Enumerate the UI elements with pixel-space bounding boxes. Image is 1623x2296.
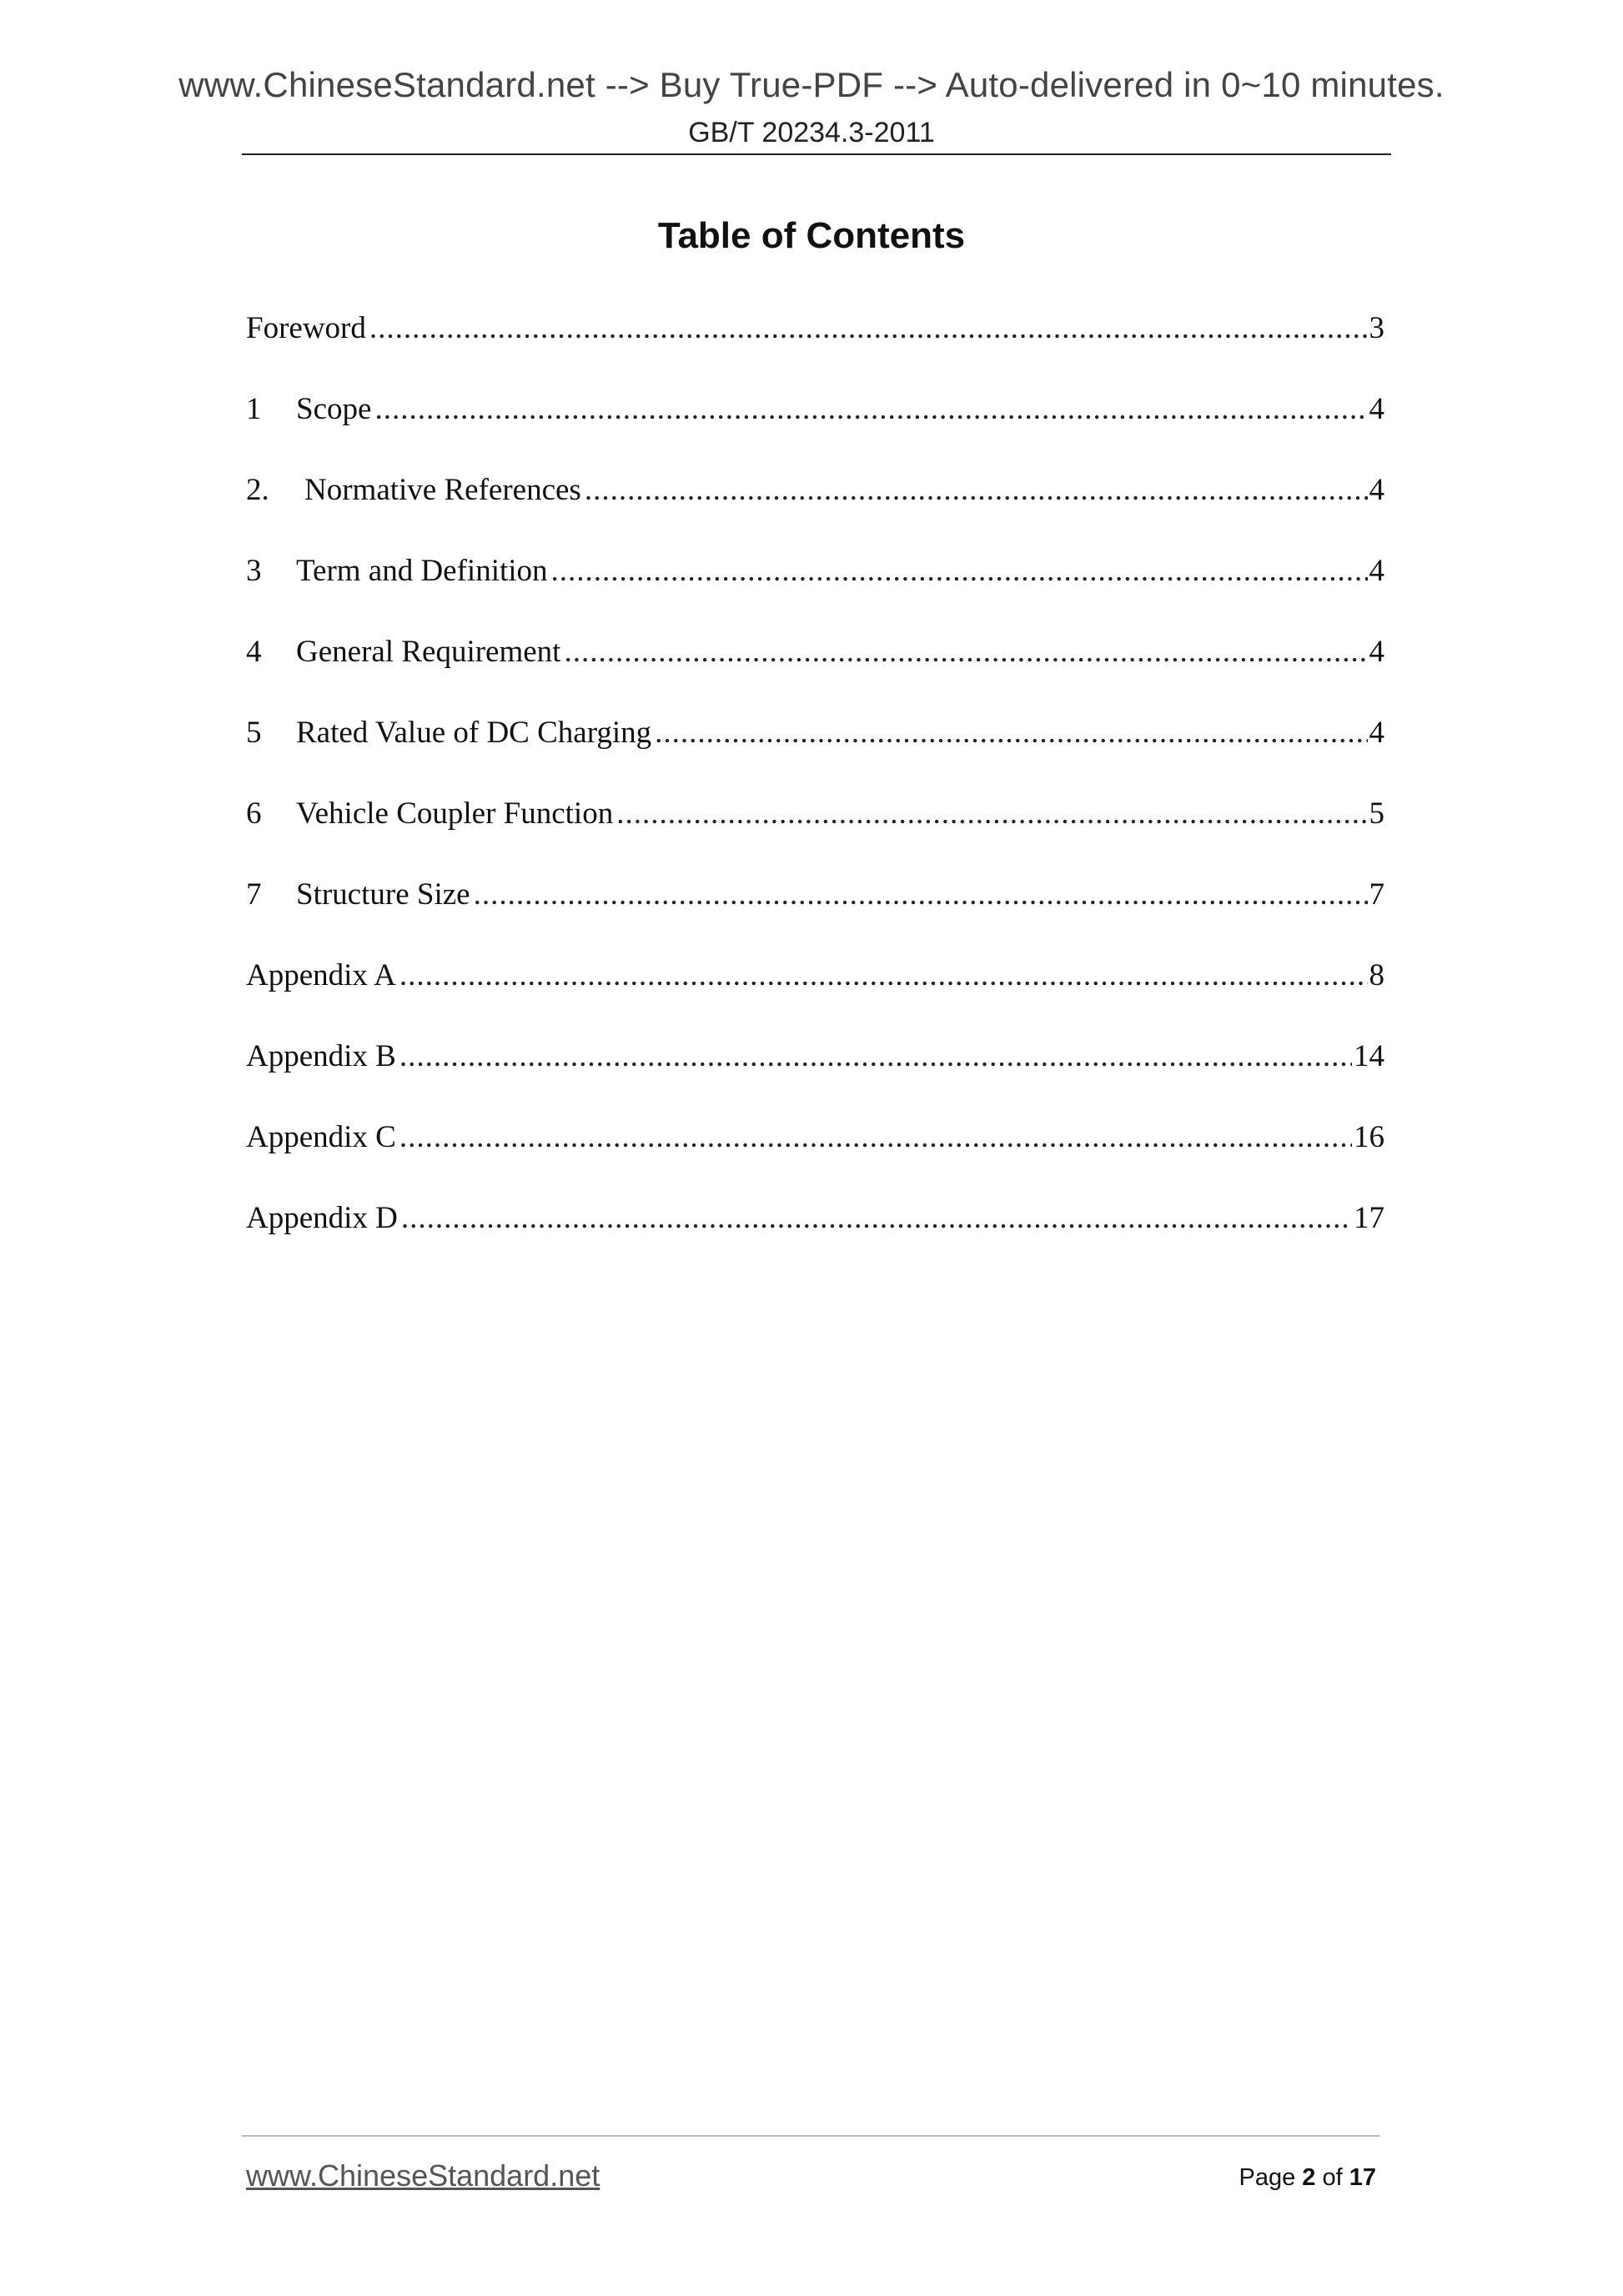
toc-entry-title: Appendix A xyxy=(246,958,396,992)
toc-entry-rated-value[interactable] xyxy=(246,715,1384,796)
page-number-total: 17 xyxy=(1349,2164,1376,2191)
header-divider xyxy=(242,153,1391,155)
top-banner: www.ChineseStandard.net --> Buy True-PDF --> Auto-delivered in 0~10 minutes. xyxy=(178,65,1445,104)
toc-dot-leader xyxy=(551,553,1368,589)
toc-title: Table of Contents xyxy=(657,215,966,256)
toc-entry-title: Scope xyxy=(296,392,372,426)
toc-entry-page: 4 xyxy=(1369,554,1384,588)
table-of-contents xyxy=(246,310,1384,1281)
toc-entry-title: Rated Value of DC Charging xyxy=(296,716,652,750)
toc-entry-structure-size[interactable] xyxy=(246,877,1384,957)
toc-entry-title: Normative References xyxy=(304,473,581,507)
footer-divider xyxy=(242,2135,1379,2137)
toc-entry-page: 3 xyxy=(1369,311,1384,345)
toc-entry-normative-references[interactable] xyxy=(246,472,1384,553)
toc-entry-vehicle-coupler-function[interactable] xyxy=(246,796,1384,877)
toc-entry-number: 7 xyxy=(246,877,262,912)
toc-dot-leader xyxy=(564,634,1367,670)
toc-entry-page: 4 xyxy=(1369,392,1384,426)
toc-dot-leader xyxy=(374,391,1367,427)
toc-dot-leader xyxy=(616,796,1367,831)
toc-entry-number: 1 xyxy=(246,392,262,426)
toc-entry-appendix-d[interactable] xyxy=(246,1200,1384,1281)
toc-entry-number: 2. xyxy=(246,473,269,507)
toc-entry-title: Foreword xyxy=(246,311,366,345)
toc-entry-page: 17 xyxy=(1354,1201,1384,1235)
toc-entry-scope[interactable] xyxy=(246,391,1384,472)
toc-dot-leader xyxy=(585,472,1368,508)
toc-entry-number: 3 xyxy=(246,554,262,588)
toc-entry-title: Appendix C xyxy=(246,1120,396,1154)
toc-dot-leader xyxy=(369,310,1368,346)
toc-entry-page: 7 xyxy=(1369,877,1384,912)
toc-entry-page: 4 xyxy=(1369,716,1384,750)
toc-entry-term-and-definition[interactable] xyxy=(246,553,1384,634)
toc-entry-general-requirement[interactable] xyxy=(246,634,1384,715)
toc-entry-title: Vehicle Coupler Function xyxy=(296,796,614,831)
toc-entry-page: 8 xyxy=(1369,958,1384,992)
document-code: GB/T 20234.3-2011 xyxy=(688,117,935,148)
toc-entry-appendix-a[interactable] xyxy=(246,957,1384,1038)
toc-entry-number: 5 xyxy=(246,716,262,750)
toc-entry-page: 5 xyxy=(1369,796,1384,831)
toc-dot-leader xyxy=(399,1119,1352,1155)
toc-entry-title: Appendix B xyxy=(246,1039,396,1073)
toc-entry-title: Appendix D xyxy=(246,1201,398,1235)
page-number-of: of xyxy=(1322,2164,1343,2191)
toc-dot-leader xyxy=(399,1038,1352,1074)
page-number-current: 2 xyxy=(1302,2164,1316,2191)
toc-entry-page: 14 xyxy=(1354,1039,1384,1073)
footer-site-link[interactable]: www.ChineseStandard.net xyxy=(246,2158,600,2193)
toc-dot-leader xyxy=(474,877,1368,912)
toc-entry-page: 4 xyxy=(1369,635,1384,669)
toc-entry-number: 4 xyxy=(246,635,262,669)
toc-entry-appendix-c[interactable] xyxy=(246,1119,1384,1200)
page-number-prefix: Page xyxy=(1239,2164,1296,2191)
page-number xyxy=(1239,2164,1376,2192)
toc-dot-leader xyxy=(655,715,1367,751)
toc-entry-number: 6 xyxy=(246,796,262,831)
toc-entry-title: General Requirement xyxy=(296,635,561,669)
toc-entry-page: 16 xyxy=(1354,1120,1384,1154)
toc-dot-leader xyxy=(401,1200,1352,1236)
toc-dot-leader xyxy=(399,957,1368,993)
toc-entry-page: 4 xyxy=(1369,473,1384,507)
toc-entry-title: Structure Size xyxy=(296,877,470,912)
toc-entry-title: Term and Definition xyxy=(296,554,548,588)
toc-entry-appendix-b[interactable] xyxy=(246,1038,1384,1119)
toc-entry-foreword[interactable] xyxy=(246,310,1384,391)
